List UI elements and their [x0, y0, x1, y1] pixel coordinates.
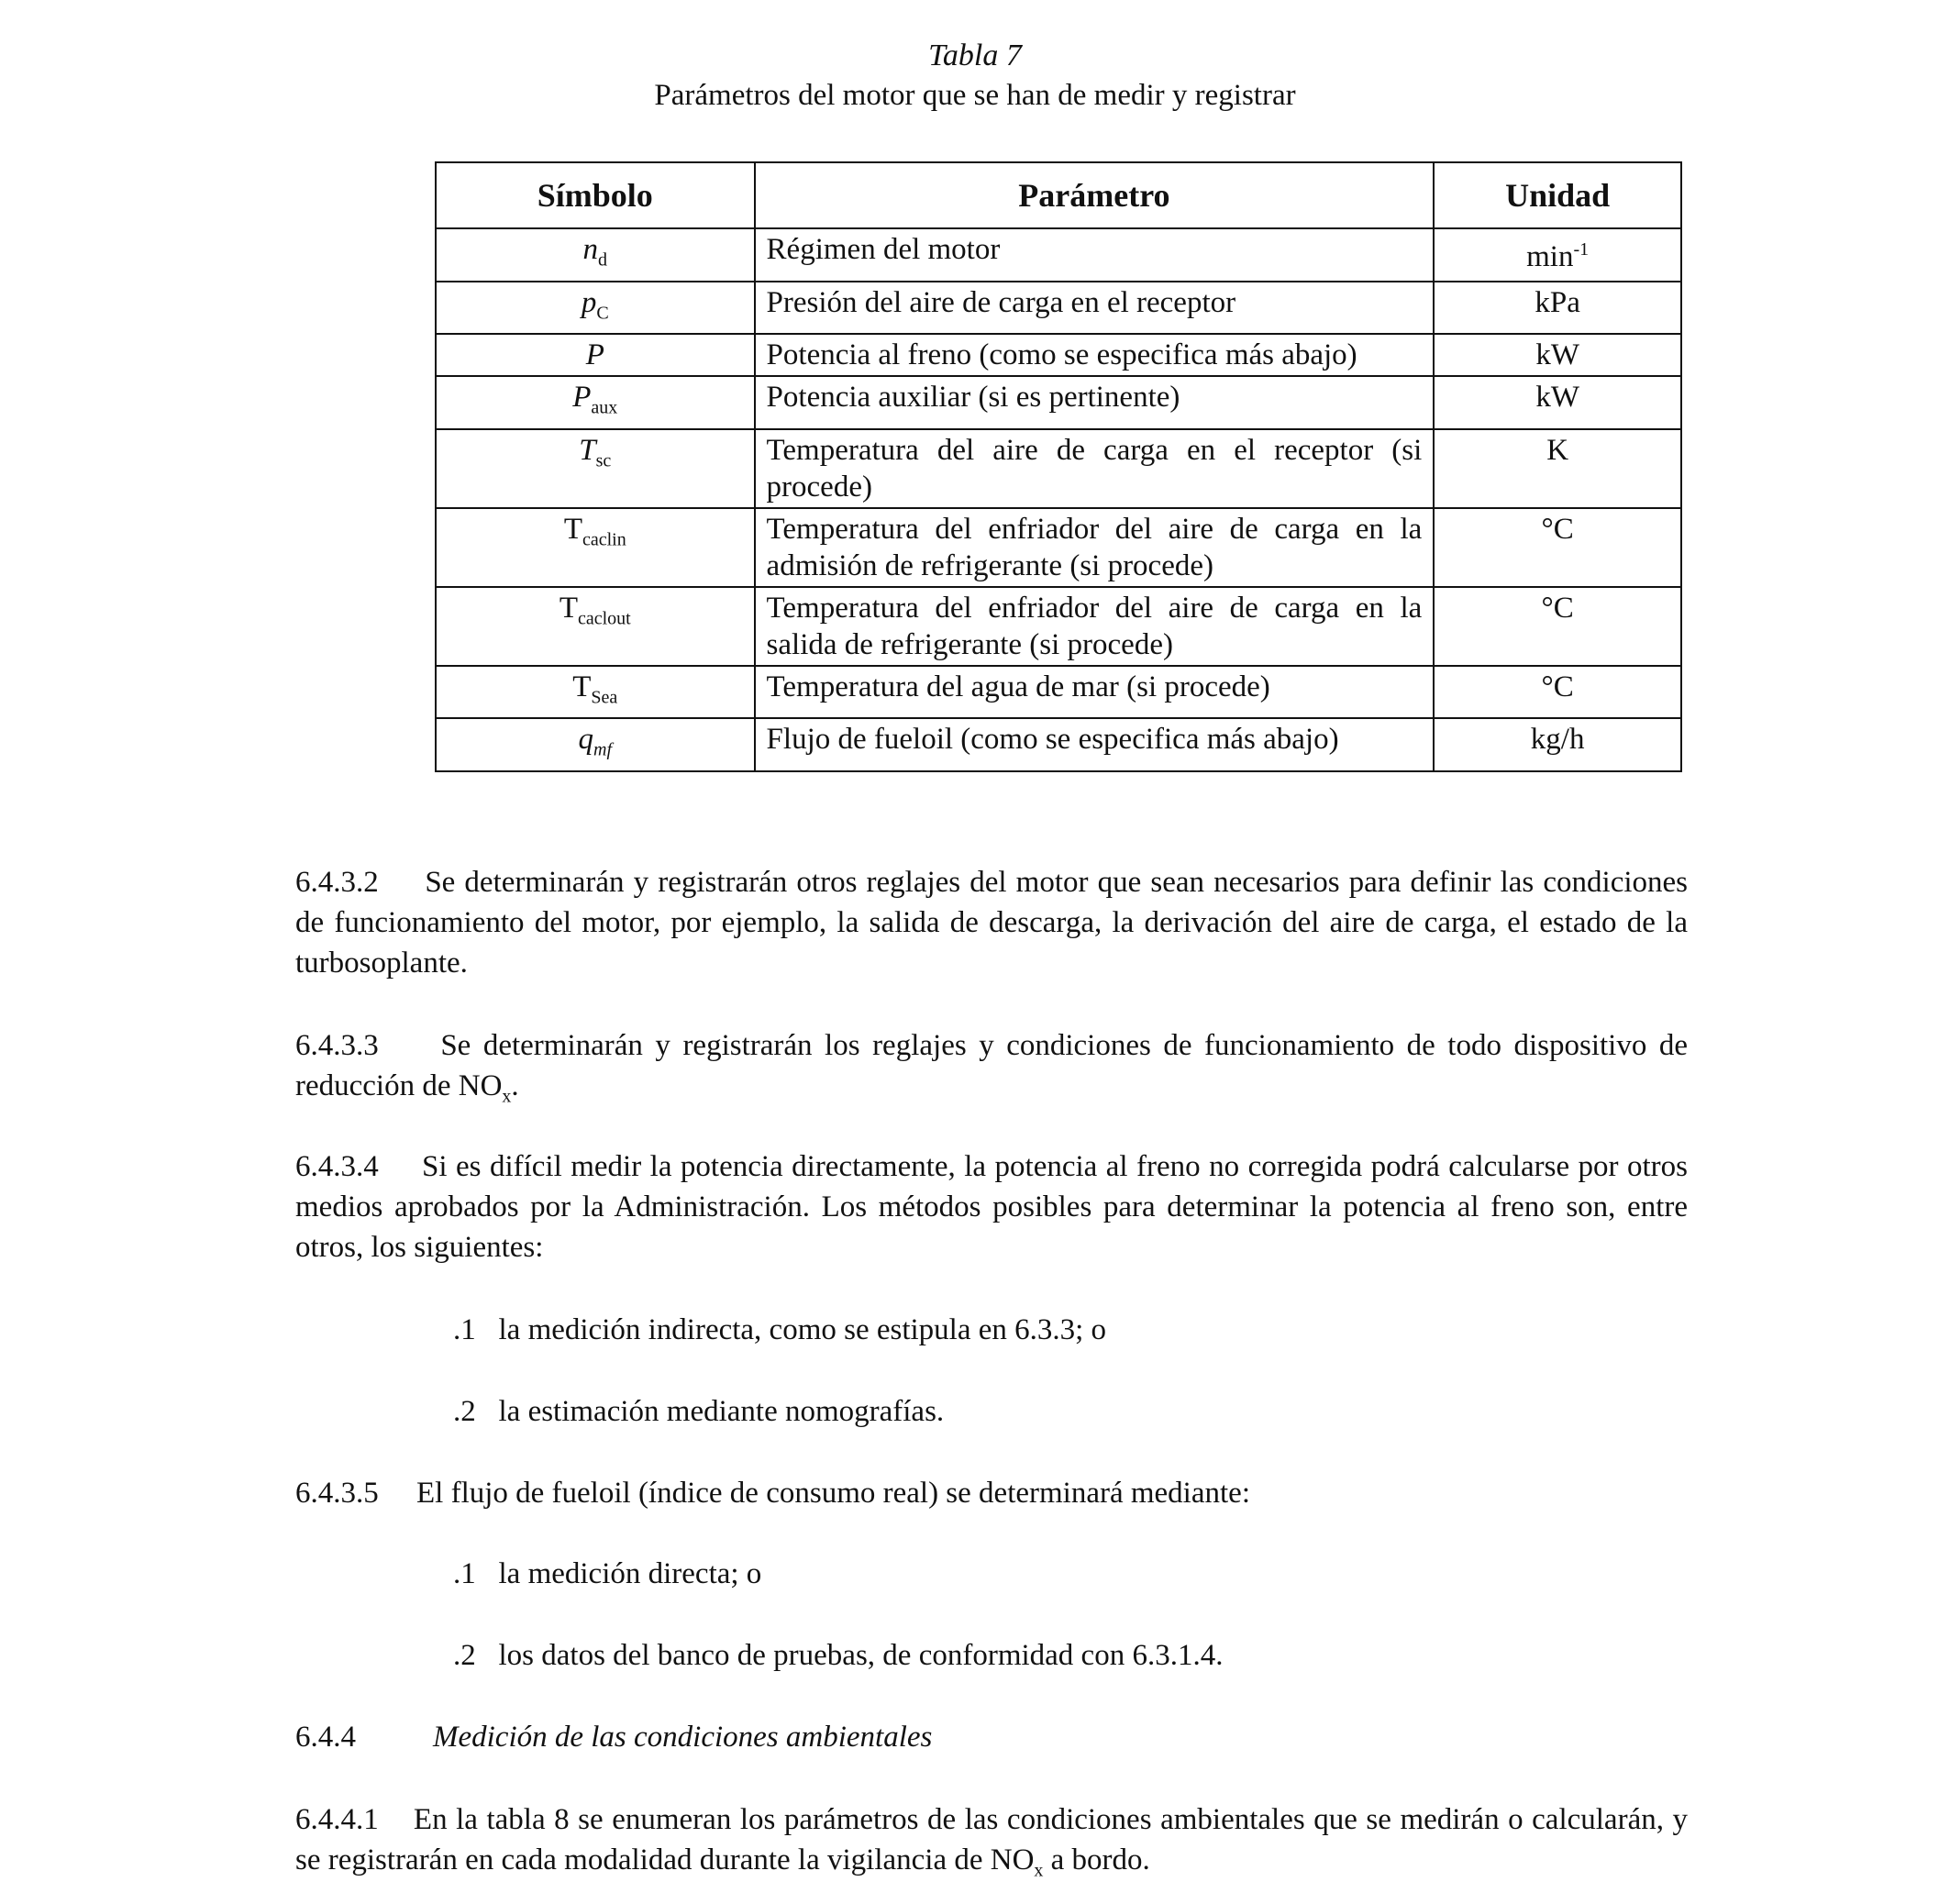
section-heading-6-4-4 — [295, 1717, 1688, 1757]
symbol: T — [572, 670, 592, 703]
list-item-number: .2 — [453, 1639, 476, 1672]
unit-cell: °C — [1434, 508, 1681, 587]
table-caption-title: Parámetros del motor que se han de medir y registrar — [654, 79, 1296, 112]
symbol-subscript: caclout — [577, 608, 631, 629]
paragraph-tail: a bordo. — [1043, 1843, 1150, 1876]
paragraph-number: 6.4.3.2 — [295, 866, 379, 899]
table-row — [436, 508, 1681, 587]
table-row — [436, 429, 1681, 508]
list-item — [453, 1635, 1223, 1676]
paragraph-number: 6.4.3.3 — [295, 1029, 379, 1062]
unit: min — [1526, 240, 1574, 273]
paragraph-number: 6.4.4.1 — [295, 1803, 379, 1836]
table-row — [436, 666, 1681, 719]
table-row — [436, 587, 1681, 666]
paragraph-number: 6.4.3.5 — [295, 1477, 379, 1510]
parameter-cell: Flujo de fueloil (como se especifica más abajo) — [755, 718, 1435, 771]
symbol-subscript: C — [596, 303, 609, 324]
parameter-cell: Temperatura del enfriador del aire de carga en la salida de refrigerante (si procede) — [755, 587, 1435, 666]
table-row — [436, 718, 1681, 771]
unit-cell: kW — [1434, 334, 1681, 376]
list-item — [453, 1391, 944, 1432]
engine-parameters-table — [435, 161, 1682, 772]
parameter-cell: Presión del aire de carga en el receptor — [755, 282, 1435, 335]
parameter-cell: Temperatura del enfriador del aire de carga en la admisión de refrigerante (si procede) — [755, 508, 1435, 587]
symbol: T — [579, 433, 596, 467]
symbol: q — [578, 723, 594, 757]
nox-subscript: x — [502, 1086, 512, 1107]
unit-cell: kg/h — [1434, 718, 1681, 771]
list-item-text: los datos del banco de pruebas, de conformidad con 6.3.1.4. — [498, 1639, 1224, 1672]
paragraph-6-4-3-4 — [295, 1146, 1688, 1267]
unit-cell: K — [1434, 429, 1681, 508]
list-item-number: .1 — [453, 1557, 476, 1590]
list-item — [453, 1554, 761, 1594]
symbol-subscript: aux — [591, 397, 618, 418]
table-row — [436, 376, 1681, 429]
table-caption-label: Tabla 7 — [928, 39, 1022, 72]
unit-cell: kW — [1434, 376, 1681, 429]
parameter-cell: Temperatura del aire de carga en el receptor (si procede) — [755, 429, 1435, 508]
symbol-cell — [436, 666, 755, 719]
list-item-number: .1 — [453, 1313, 476, 1346]
nox-subscript: x — [1034, 1860, 1044, 1881]
header-parameter: Parámetro — [755, 162, 1435, 228]
paragraph-text: En la tabla 8 se enumeran los parámetros de las condiciones ambientales que se medirán o calcularán, y se registrarán en cada modalidad durante la vigilancia de NO — [295, 1803, 1689, 1876]
symbol-subscript: mf — [593, 739, 613, 760]
paragraph-tail: . — [511, 1069, 519, 1102]
symbol: T — [563, 512, 582, 546]
paragraph-6-4-3-2 — [295, 862, 1688, 983]
section-number: 6.4.4 — [295, 1721, 356, 1754]
unit-cell: °C — [1434, 666, 1681, 719]
symbol-cell — [436, 508, 755, 587]
list-item-number: .2 — [453, 1395, 476, 1428]
symbol-subscript: Sea — [591, 687, 618, 708]
paragraph-6-4-3-3 — [295, 1025, 1688, 1117]
list-item — [453, 1310, 1106, 1350]
unit-superscript: -1 — [1573, 239, 1590, 260]
parameter-cell: Potencia al freno (como se especifica más abajo) — [755, 334, 1435, 376]
parameter-cell: Temperatura del agua de mar (si procede) — [755, 666, 1435, 719]
section-title: Medición de las condiciones ambientales — [433, 1721, 933, 1754]
paragraph-text: Se determinarán y registrarán otros reglajes del motor que sean necesarios para definir las condiciones de funcionamiento del motor, por ejemplo, la salida de descarga, la derivación del aire de carga, el estado de la turbosoplante. — [295, 866, 1689, 980]
header-unit: Unidad — [1434, 162, 1681, 228]
paragraph-number: 6.4.3.4 — [295, 1150, 379, 1183]
symbol: P — [572, 381, 592, 415]
symbol-subscript: sc — [595, 450, 612, 471]
symbol-cell — [436, 718, 755, 771]
symbol: n — [582, 233, 599, 266]
header-symbol: Símbolo — [436, 162, 755, 228]
paragraph-text: Si es difícil medir la potencia directamente, la potencia al freno no corregida podrá calcularse por otros medios aprobados por la Administración. Los métodos posibles para determinar la potencia al freno son, entre otros, los siguientes: — [295, 1150, 1689, 1264]
unit-cell: °C — [1434, 587, 1681, 666]
symbol-cell — [436, 282, 755, 335]
parameter-cell: Régimen del motor — [755, 228, 1435, 282]
table-header-row — [436, 162, 1681, 228]
paragraph-text: Se determinarán y registrarán los reglajes y condiciones de funcionamiento de todo dispositivo de reducción de NO — [295, 1029, 1688, 1102]
paragraph-6-4-3-5 — [295, 1473, 1688, 1513]
symbol-cell — [436, 376, 755, 429]
parameter-cell: Potencia auxiliar (si es pertinente) — [755, 376, 1435, 429]
symbol: p — [581, 285, 597, 319]
unit-cell — [1434, 228, 1681, 282]
unit-cell: kPa — [1434, 282, 1681, 335]
paragraph-text: El flujo de fueloil (índice de consumo real) se determinará mediante: — [416, 1477, 1250, 1510]
symbol: T — [559, 591, 578, 625]
symbol-cell — [436, 228, 755, 282]
paragraph-6-4-4-1 — [295, 1799, 1688, 1891]
symbol-subscript: d — [598, 249, 608, 271]
symbol-subscript: caclin — [582, 529, 626, 550]
table-row — [436, 228, 1681, 282]
table-row — [436, 282, 1681, 335]
symbol-cell — [436, 429, 755, 508]
symbol-cell — [436, 587, 755, 666]
table-row — [436, 334, 1681, 376]
symbol: P — [585, 338, 604, 372]
list-item-text: la estimación mediante nomografías. — [498, 1395, 945, 1428]
list-item-text: la medición directa; o — [498, 1557, 762, 1590]
symbol-cell — [436, 334, 755, 376]
list-item-text: la medición indirecta, como se estipula en 6.3.3; o — [498, 1313, 1107, 1346]
